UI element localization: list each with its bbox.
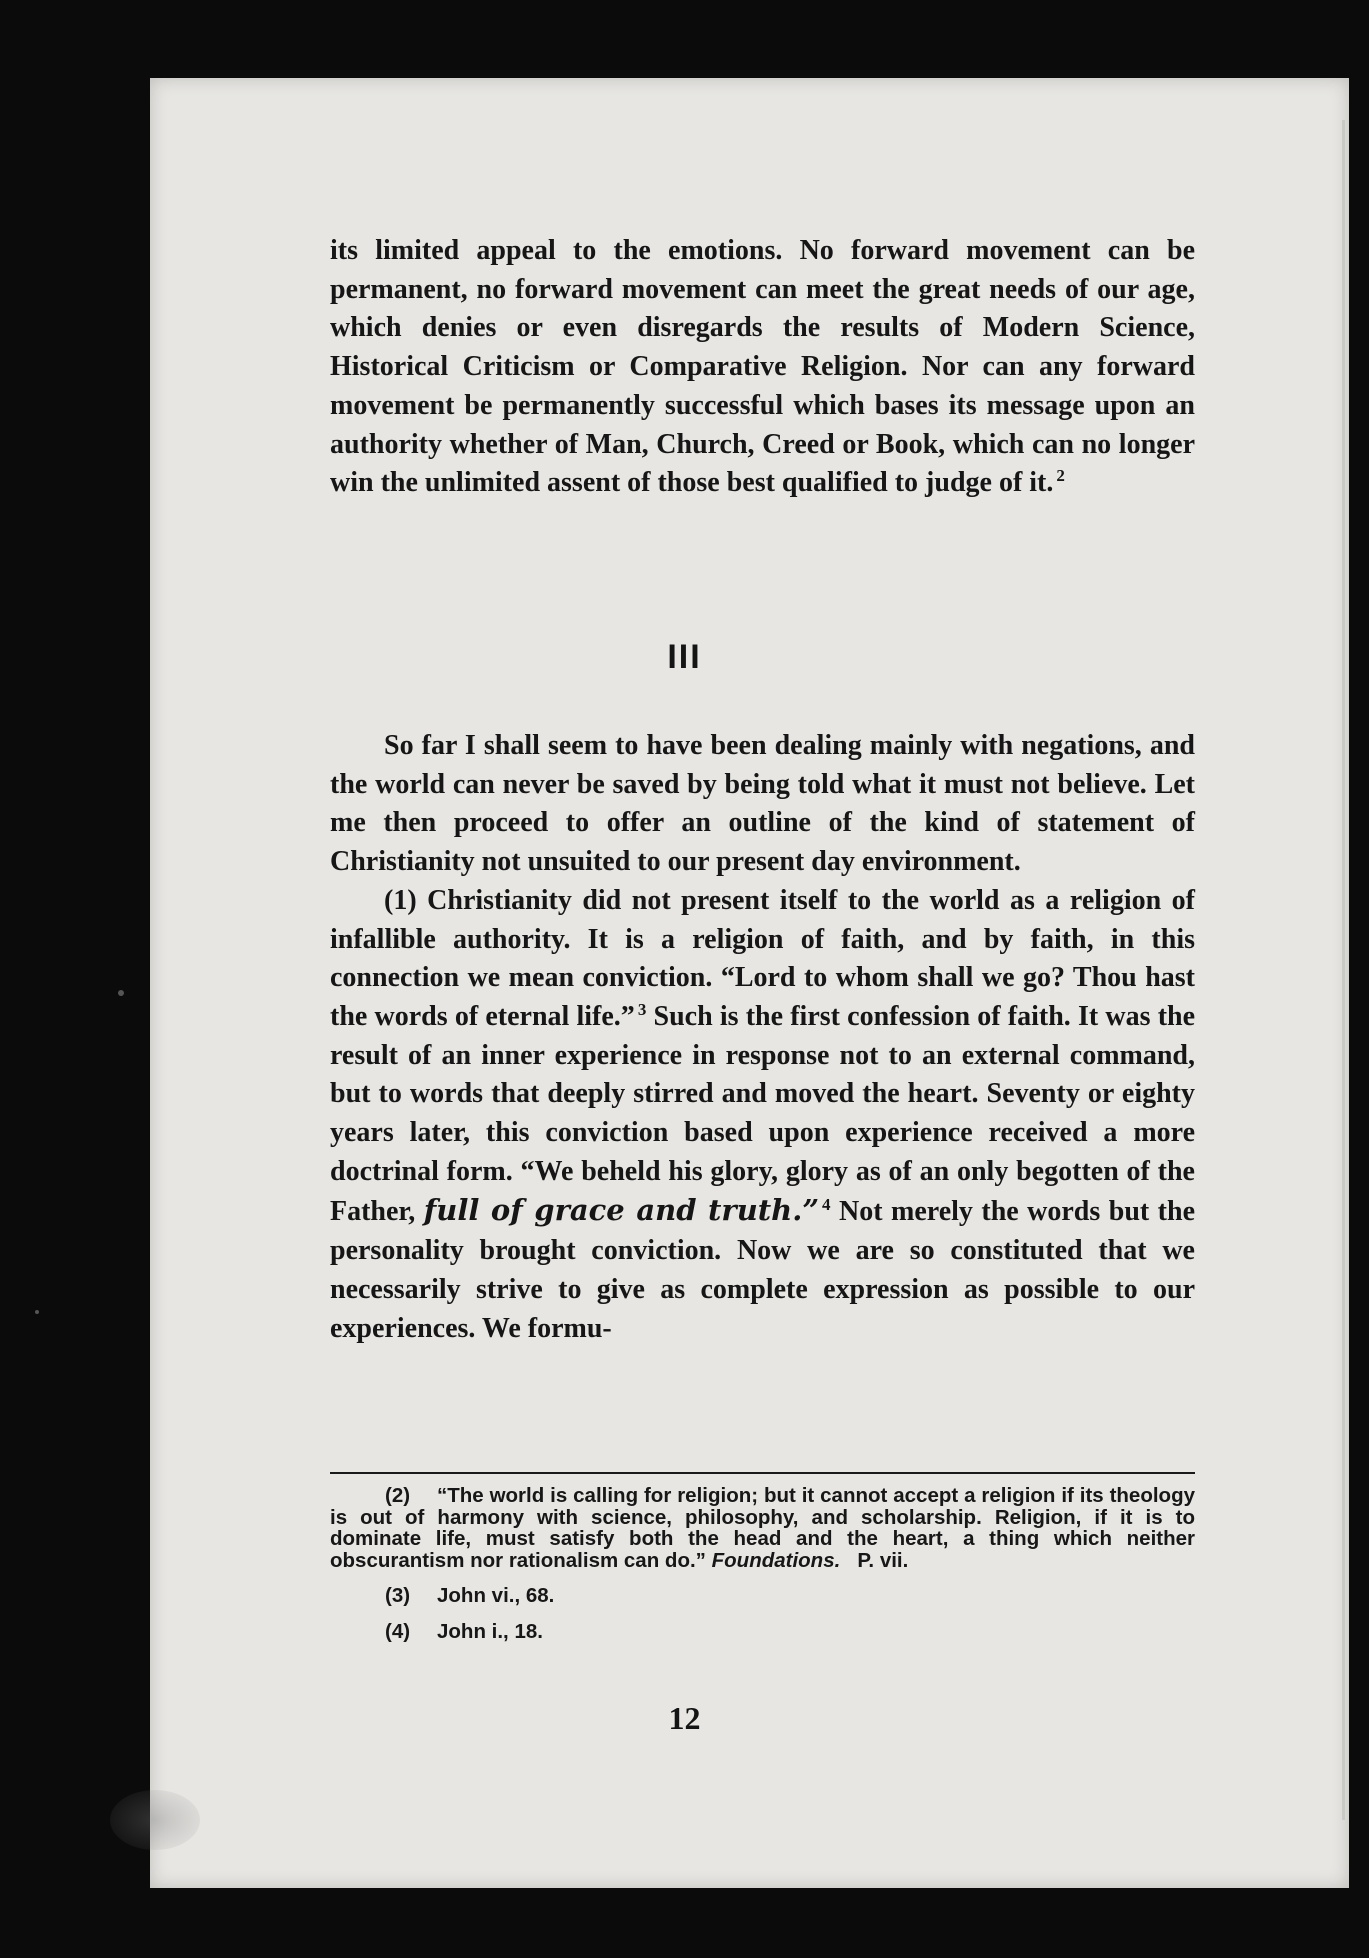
page-number: 12 (668, 1700, 701, 1736)
section-paragraph-1 (330, 727, 1195, 882)
footnote-2-text: “The world is calling for religion; but it cannot accept a religion if its theology is out of harmony with science, philosophy, and scholarship. Religion, if it is to dominate life, must satisfy both the head and the heart, a thing which neither obscurantism nor rationalism can do.” (330, 1484, 1195, 1572)
section-heading: III (667, 638, 702, 676)
footnote-4-text: John i., 18. (437, 1619, 543, 1643)
footnote-2-source: Foundations. (711, 1548, 841, 1572)
section-body (330, 727, 1195, 1348)
section-paragraph-2c-text: Not merely the words but the personality brought conviction. Now we are so constituted that we necessarily strive to give as complete expression as possible to our experiences. We formu- (330, 1196, 1195, 1344)
section-paragraph-1-text: So far I shall seem to have been dealing mainly with negations, and the world can never be saved by being told what it must not believe. Let me then proceed to offer an outline of the kind of statement of Christianity not unsuited to our present day environment. (330, 730, 1195, 878)
scan-smudge (110, 1790, 200, 1850)
top-paragraph-block (330, 232, 1195, 503)
footnote-3-text: John vi., 68. (437, 1584, 555, 1607)
footnote-ref-3: 3 (637, 999, 647, 1019)
footnote-4 (330, 1621, 1195, 1643)
section-paragraph-2b-text: Such is the first confession of faith. It was the result of an inner experience in response not to an external command, but to words that deeply stirred and moved the heart. Seventy or eighty years later, this conviction based upon experience received a more doctrinal form. “We beheld his glory, glory as of an only begotten of the Father, (330, 1000, 1196, 1228)
section-paragraph-2 (330, 882, 1195, 1348)
footnote-ref-2: 2 (1056, 465, 1065, 485)
footnotes (330, 1485, 1195, 1656)
footnote-2-page: P. vii. (857, 1548, 909, 1572)
scan-speck (118, 990, 124, 996)
footnote-divider (330, 1472, 1195, 1474)
section-paragraph-2-italic: full of grace and truth.” (423, 1193, 820, 1228)
section-paragraph-2a-text: (1) Christianity did not present itself to the world as a religion of infallible authority. It is a religion of faith, and by faith, in this connection we mean conviction. “Lord to whom shall we go? Thou hast the words of eternal life.” (330, 884, 1195, 1032)
footnote-4-number: (4) (385, 1619, 411, 1643)
footnote-3 (330, 1585, 1195, 1607)
footnote-2 (330, 1485, 1195, 1571)
top-paragraph-text: its limited appeal to the emotions. No forward movement can be permanent, no forward movement can meet the great needs of our age, which denies or even disregards the results of Modern Science, Historical Criticism or Comparative Religion. Nor can any forward movement be permanently successful which bases its message upon an authority whether of Man, Church, Creed or Book, which can no longer win the unlimited assent of those best qualified to judge of it. (330, 235, 1195, 499)
footnote-ref-4: 4 (822, 1195, 831, 1215)
footnote-3-number: (3) (385, 1584, 411, 1607)
scan-speck (35, 1310, 39, 1314)
top-paragraph (330, 232, 1195, 503)
footnote-2-number: (2) (385, 1484, 411, 1507)
page-edge-rule (1342, 120, 1345, 1820)
